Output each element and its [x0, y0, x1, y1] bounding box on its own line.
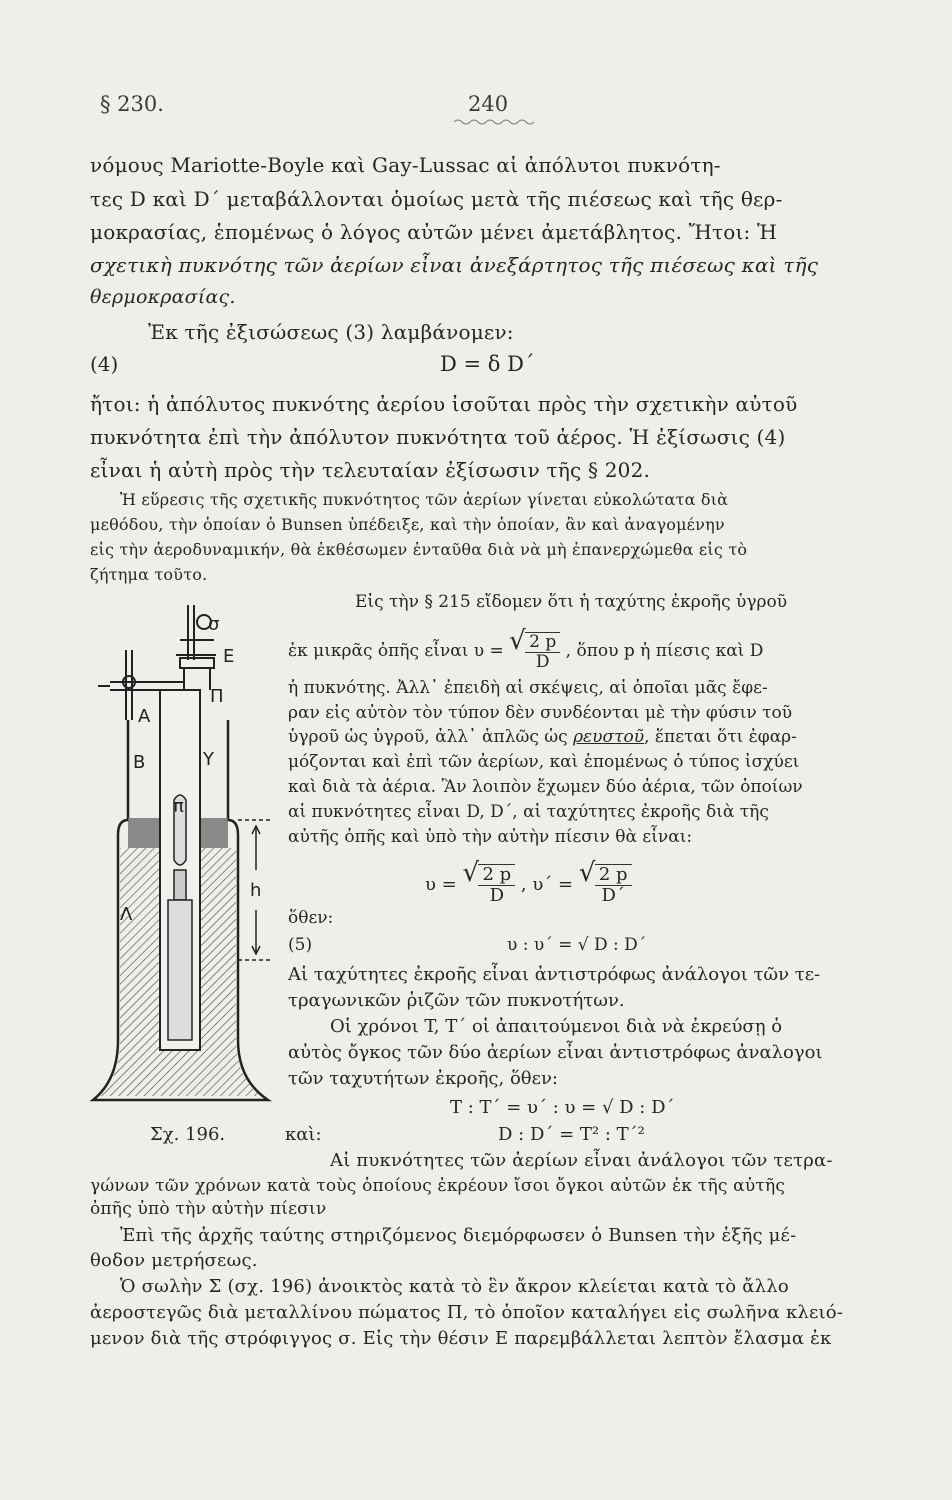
text-line: Αἱ ταχύτητες ἐκροῆς εἶναι ἀντιστρόφως ἀνάλογοι τῶν τε-	[288, 964, 821, 985]
equation-4: D = δ D΄	[440, 352, 535, 376]
header-ornament	[452, 118, 542, 126]
label-A: A	[138, 706, 151, 727]
text-span: ὑγροῦ ὡς ὑγροῦ, ἀλλ᾽ ἁπλῶς ὡς	[288, 727, 568, 747]
figure-196-apparatus	[88, 600, 278, 1120]
text-line: αἱ πυκνότητες εἶναι D, D΄, αἱ ταχύτητες ἐκροῆς διὰ τῆς	[288, 802, 769, 822]
radical-sign: √	[509, 626, 526, 656]
text-line: θοδον μετρήσεως.	[90, 1250, 258, 1271]
text-line: καὶ διὰ τὰ ἀέρια. Ἂν λοιπὸν ἔχωμεν δύο ἀέρια, τῶν ὁποίων	[288, 777, 803, 797]
text-line: Ἐπὶ τῆς ἀρχῆς ταύτης στηριζόμενος διεμόρφωσεν ὁ Bunsen τὴν ἑξῆς μέ-	[120, 1225, 797, 1246]
formula-suffix: , ὅπου p ἡ πίεσις καὶ D	[565, 641, 764, 662]
text-line: αὐτὸς ὄγκος τῶν δύο ἀερίων εἶναι ἀντιστρόφως ἀναλογοι	[288, 1042, 823, 1063]
label-Pi: Π	[210, 686, 224, 707]
text-line: Ὁ σωλὴν Σ (σχ. 196) ἀνοικτὸς κατὰ τὸ ἓν ἄκρον κλείεται κατὰ τὸ ἄλλο	[120, 1276, 789, 1297]
section-marker: § 230.	[100, 92, 164, 116]
small-text-line: Ἡ εὕρεσις τῆς σχετικῆς πυκνότητος τῶν ἀερίων γίνεται εὐκολώτατα διὰ	[120, 490, 729, 509]
equation-density: D : D΄ = T² : T΄²	[498, 1124, 645, 1145]
page-number: 240	[468, 92, 509, 116]
formula-line	[288, 626, 764, 672]
radical-sign: √	[462, 858, 480, 888]
small-text-line: ζήτημα τοῦτο.	[90, 565, 208, 584]
text-line: αὐτῆς ὀπῆς καὶ ὑπὸ τὴν αὐτὴν πίεσιν θὰ εἶναι:	[288, 827, 693, 847]
velocity-equations	[425, 858, 632, 906]
fraction	[525, 632, 560, 671]
figure-caption: Σχ. 196.	[150, 1124, 226, 1145]
label-Lambda: Λ	[120, 904, 133, 925]
eq-lhs: υ =	[425, 873, 457, 895]
denominator: D΄	[601, 884, 625, 906]
denominator: D	[489, 884, 505, 906]
text-line-italic: θερμοκρασίας.	[90, 286, 236, 308]
text-line: Ἐκ τῆς ἐξισώσεως (3) λαμβάνομεν:	[148, 320, 514, 344]
label-pi: π	[173, 796, 184, 817]
text-line: Αἱ πυκνότητες τῶν ἀερίων εἶναι ἀνάλογοι τῶν τετρα-	[330, 1150, 833, 1171]
italic-word: ρευστοῦ	[573, 727, 645, 747]
sqrt-expression	[509, 626, 560, 672]
text-line: Οἱ χρόνοι T, T΄ οἱ ἀπαιτούμενοι διὰ νὰ ἐκρεύσῃ ὁ	[330, 1016, 783, 1037]
text-line: ἀεροστεγῶς διὰ μεταλλίνου πώματος Π, τὸ ὁποῖον καταλήγει εἰς σωλῆνα κλειό-	[90, 1302, 844, 1323]
text-line: ὀπῆς ὑπὸ τὴν αὐτὴν πίεσιν	[90, 1199, 327, 1219]
label-E: E	[223, 646, 235, 667]
text-line: ἡ πυκνότης. Ἀλλ᾽ ἐπειδὴ αἱ σκέψεις, αἱ ὁποῖαι μᾶς ἔφε-	[288, 678, 768, 698]
formula-prefix: ἐκ μικρᾶς ὀπῆς εἶναι υ =	[288, 641, 504, 662]
fraction	[478, 864, 515, 906]
text-span: , ἕπεται ὅτι ἐφαρ-	[644, 727, 797, 747]
inner-tube	[160, 690, 200, 1050]
text-kai: καὶ:	[285, 1124, 322, 1145]
label-B: B	[133, 752, 146, 773]
text-line: εἶναι ἡ αὐτὴ πρὸς τὴν τελευταίαν ἐξίσωσιν τῆς § 202.	[90, 458, 651, 482]
text-line: μενον διὰ τῆς στρόφιγγος σ. Εἰς τὴν θέσιν E παρεμβάλλεται λεπτὸν ἔλασμα ἐκ	[90, 1328, 832, 1349]
numerator: 2 p	[478, 865, 515, 886]
text-line: γώνων τῶν χρόνων κατὰ τοὺς ὁποίους ἐκρέουν ἴσοι ὄγκοι αὐτῶν ἐκ τῆς αὐτῆς	[90, 1176, 786, 1196]
label-Y: Y	[203, 749, 214, 770]
text-line-italic: σχετικὴ πυκνότης τῶν ἀερίων εἶναι ἀνεξάρτητος τῆς πιέσεως καὶ τῆς	[90, 253, 819, 277]
sqrt-expression	[578, 858, 632, 906]
label-h: h	[250, 880, 262, 901]
text-line: ἤτοι: ἡ ἀπόλυτος πυκνότης ἀερίου ἰσοῦται πρὸς τὴν σχετικὴν αὐτοῦ	[90, 392, 798, 416]
text-line: πυκνότητα ἐπὶ τὴν ἀπόλυτον πυκνότητα τοῦ ἀέρος. Ἡ ἐξίσωσις (4)	[90, 425, 786, 449]
denominator: D	[535, 651, 550, 672]
text-line: ραν εἰς αὐτὸν τὸν τύπον δὲν συνδέονται μὲ τὴν φύσιν τοῦ	[288, 703, 793, 723]
small-text-line: εἰς τὴν ἀεροδυναμικήν, θὰ ἐκθέσωμεν ἐνταῦθα διὰ νὰ μὴ ἐπανερχώμεθα εἰς τὸ	[90, 540, 748, 559]
text-line: μοκρασίας, ἑπομένως ὁ λόγος αὐτῶν μένει ἀμετάβλητος. Ἤτοι: Ἡ	[90, 220, 778, 244]
text-line: τραγωνικῶν ῥιζῶν τῶν πυκνοτήτων.	[288, 990, 625, 1011]
small-text-line: μεθόδου, τὴν ὁποίαν ὁ Bunsen ὑπέδειξε, καὶ τὴν ὁποίαν, ἂν καὶ ἀναγομένην	[90, 515, 725, 534]
equation-5: υ : υ΄ = √ D : D΄	[507, 935, 647, 955]
text-line: τες D καὶ D΄ μεταβάλλονται ὁμοίως μετὰ τῆς πιέσεως καὶ τῆς θερ-	[90, 187, 783, 211]
text-line	[288, 727, 797, 747]
fraction	[595, 864, 632, 906]
equation-label: (5)	[288, 935, 313, 955]
equation-label: (4)	[90, 352, 119, 376]
text-line: Εἰς τὴν § 215 εἴδομεν ὅτι ἡ ταχύτης ἐκροῆς ὑγροῦ	[355, 592, 788, 612]
radical-sign: √	[578, 858, 596, 888]
numerator: 2 p	[525, 633, 560, 653]
label-sigma: σ	[208, 614, 220, 635]
numerator: 2 p	[595, 865, 632, 886]
equation-times: T : T΄ = υ΄ : υ = √ D : D΄	[450, 1097, 675, 1118]
eq-separator: , υ΄ =	[520, 873, 574, 895]
text-line: νόμους Mariotte-Boyle καὶ Gay-Lussac αἱ ἀπόλυτοι πυκνότη-	[90, 153, 721, 177]
sqrt-expression	[462, 858, 515, 906]
text-line: μόζονται καὶ ἐπὶ τῶν ἀερίων, καὶ ἑπομένως ὁ τύπος ἰσχύει	[288, 752, 800, 772]
text-line: τῶν ταχυτήτων ἐκροῆς, ὅθεν:	[288, 1068, 558, 1089]
text-line: ὅθεν:	[288, 908, 334, 928]
